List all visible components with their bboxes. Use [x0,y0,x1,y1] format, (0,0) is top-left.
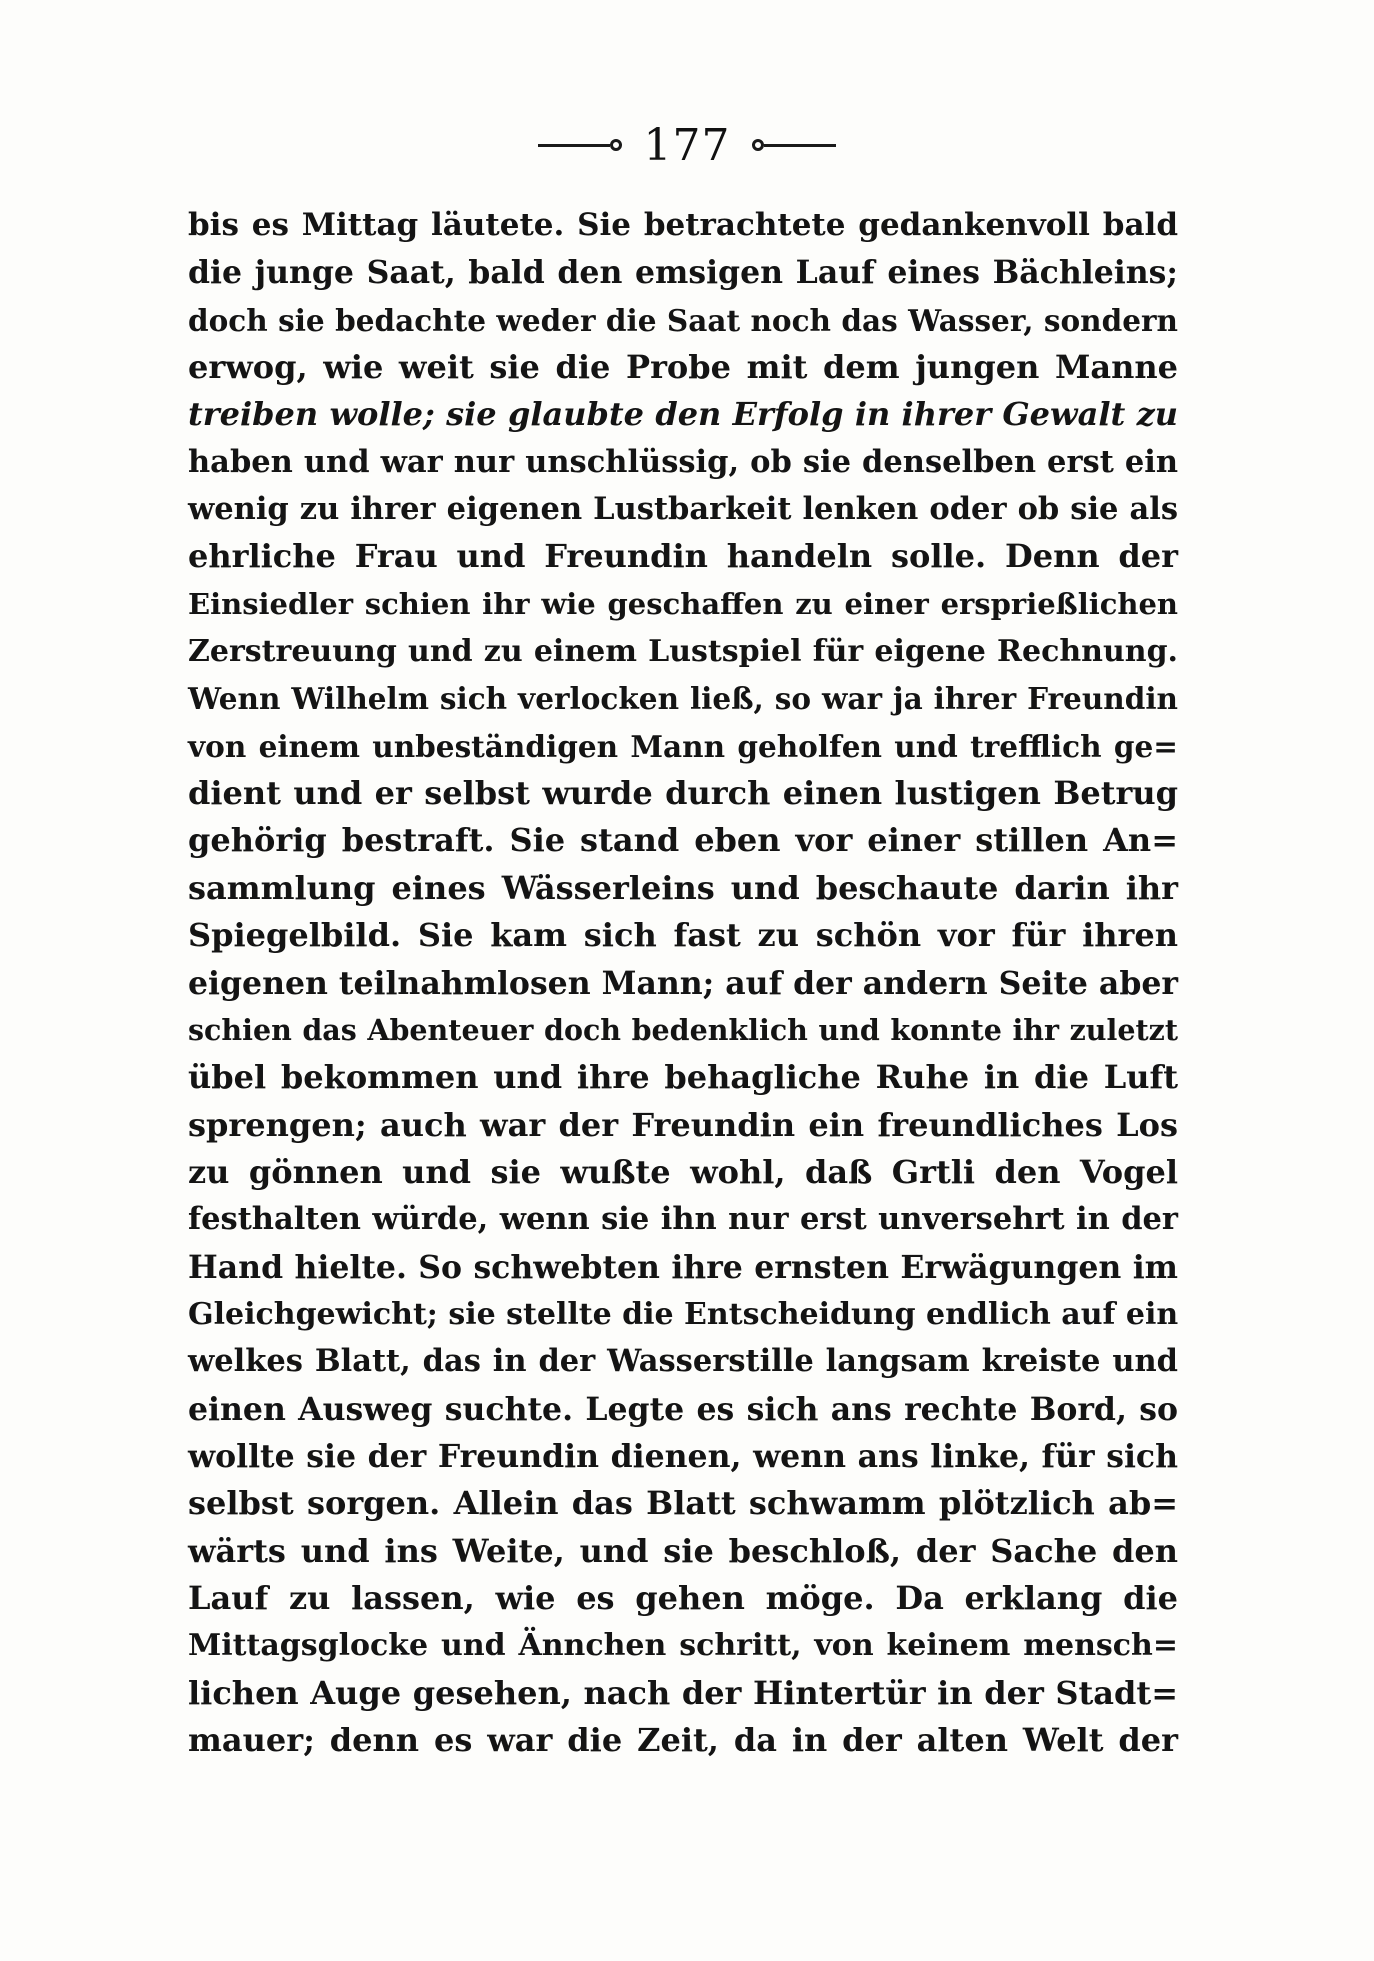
text-line: eigenen teilnahmlosen Mann; auf der andern Seite aber [188,964,1178,1002]
text-line: wärts und ins Weite, und sie beschloß, der Sache den [188,1531,1178,1570]
text-line: Lauf zu lassen, wie es gehen möge. Da erklang die [188,1578,1178,1617]
text-line: doch sie bedachte weder die Saat noch das Wasser, sondern [188,302,1178,338]
text-line: wenig zu ihrer eigenen Lustbarkeit lenken oder ob sie als [188,491,1178,528]
text-line: Gleichgewicht; sie stellte die Entscheidung endlich auf ein [188,1296,1179,1332]
header-rule-right [764,144,836,147]
header-ornament-left [610,139,622,151]
page-header [0,115,1374,175]
text-line: haben und war nur unschlüssig, ob sie denselben erst ein [188,443,1178,480]
page-number: 177 [643,119,731,171]
header-rule-left [538,144,610,147]
text-line: mauer; denn es war die Zeit, da in der alten Welt der [188,1721,1178,1759]
text-line: lichen Auge gesehen, nach der Hintertür in der Stadt= [188,1673,1178,1712]
text-line: die junge Saat, bald den emsigen Lauf eines Bächleins; [188,254,1178,292]
text-line: von einem unbeständigen Mann geholfen und trefflich ge= [188,728,1178,764]
text-line: einen Ausweg suchte. Legte es sich ans rechte Bord, so [188,1390,1178,1428]
text-line: Zerstreuung und zu einem Lustspiel für eigene Rechnung. [188,634,1178,670]
text-line: gehörig bestraft. Sie stand eben vor einer stillen An= [188,821,1178,860]
text-line: sprengen; auch war der Freundin ein freundliches Los [188,1105,1178,1144]
text-line: wollte sie der Freundin dienen, wenn ans linke, für sich [188,1437,1178,1475]
text-line: dient und er selbst wurde durch einen lustigen Betrug [188,774,1178,813]
header-ornament-right [752,139,764,151]
text-line: Wenn Wilhelm sich verlocken ließ, so war ja ihrer Freundin [188,681,1178,717]
text-line: welkes Blatt, das in der Wasserstille langsam kreiste und [188,1343,1178,1380]
text-line: schien das Abenteuer doch bedenklich und konnte ihr zuletzt [188,1012,1178,1047]
text-line: Einsiedler schien ihr wie geschaffen zu einer ersprießlichen [188,586,1178,621]
text-line: Hand hielte. So schwebten ihre ernsten Erwägungen im [188,1248,1178,1286]
text-line: treiben wolle; sie glaubte den Erfolg in ihrer Gewalt zu [188,395,1178,434]
text-line: Mittagsglocke und Ännchen schritt, von keinem mensch= [188,1628,1178,1664]
body-text [188,202,1178,1764]
text-line: Spiegelbild. Sie kam sich fast zu schön vor für ihren [188,916,1178,955]
text-line: bis es Mittag läutete. Sie betrachtete gedankenvoll bald [188,207,1178,243]
text-line: sammlung eines Wässerleins und beschaute darin ihr [188,868,1178,907]
text-line: erwog, wie weit sie die Probe mit dem jungen Manne [188,348,1178,387]
text-line: festhalten würde, wenn sie ihn nur erst unversehrt in der [188,1201,1178,1238]
text-line: übel bekommen und ihre behagliche Ruhe in die Luft [188,1058,1178,1097]
text-line: selbst sorgen. Allein das Blatt schwamm plötzlich ab= [188,1484,1178,1523]
text-line: zu gönnen und sie wußte wohl, daß Grtli den Vogel [188,1152,1178,1191]
text-line: ehrliche Frau und Freundin handeln solle. Denn der [188,537,1178,576]
